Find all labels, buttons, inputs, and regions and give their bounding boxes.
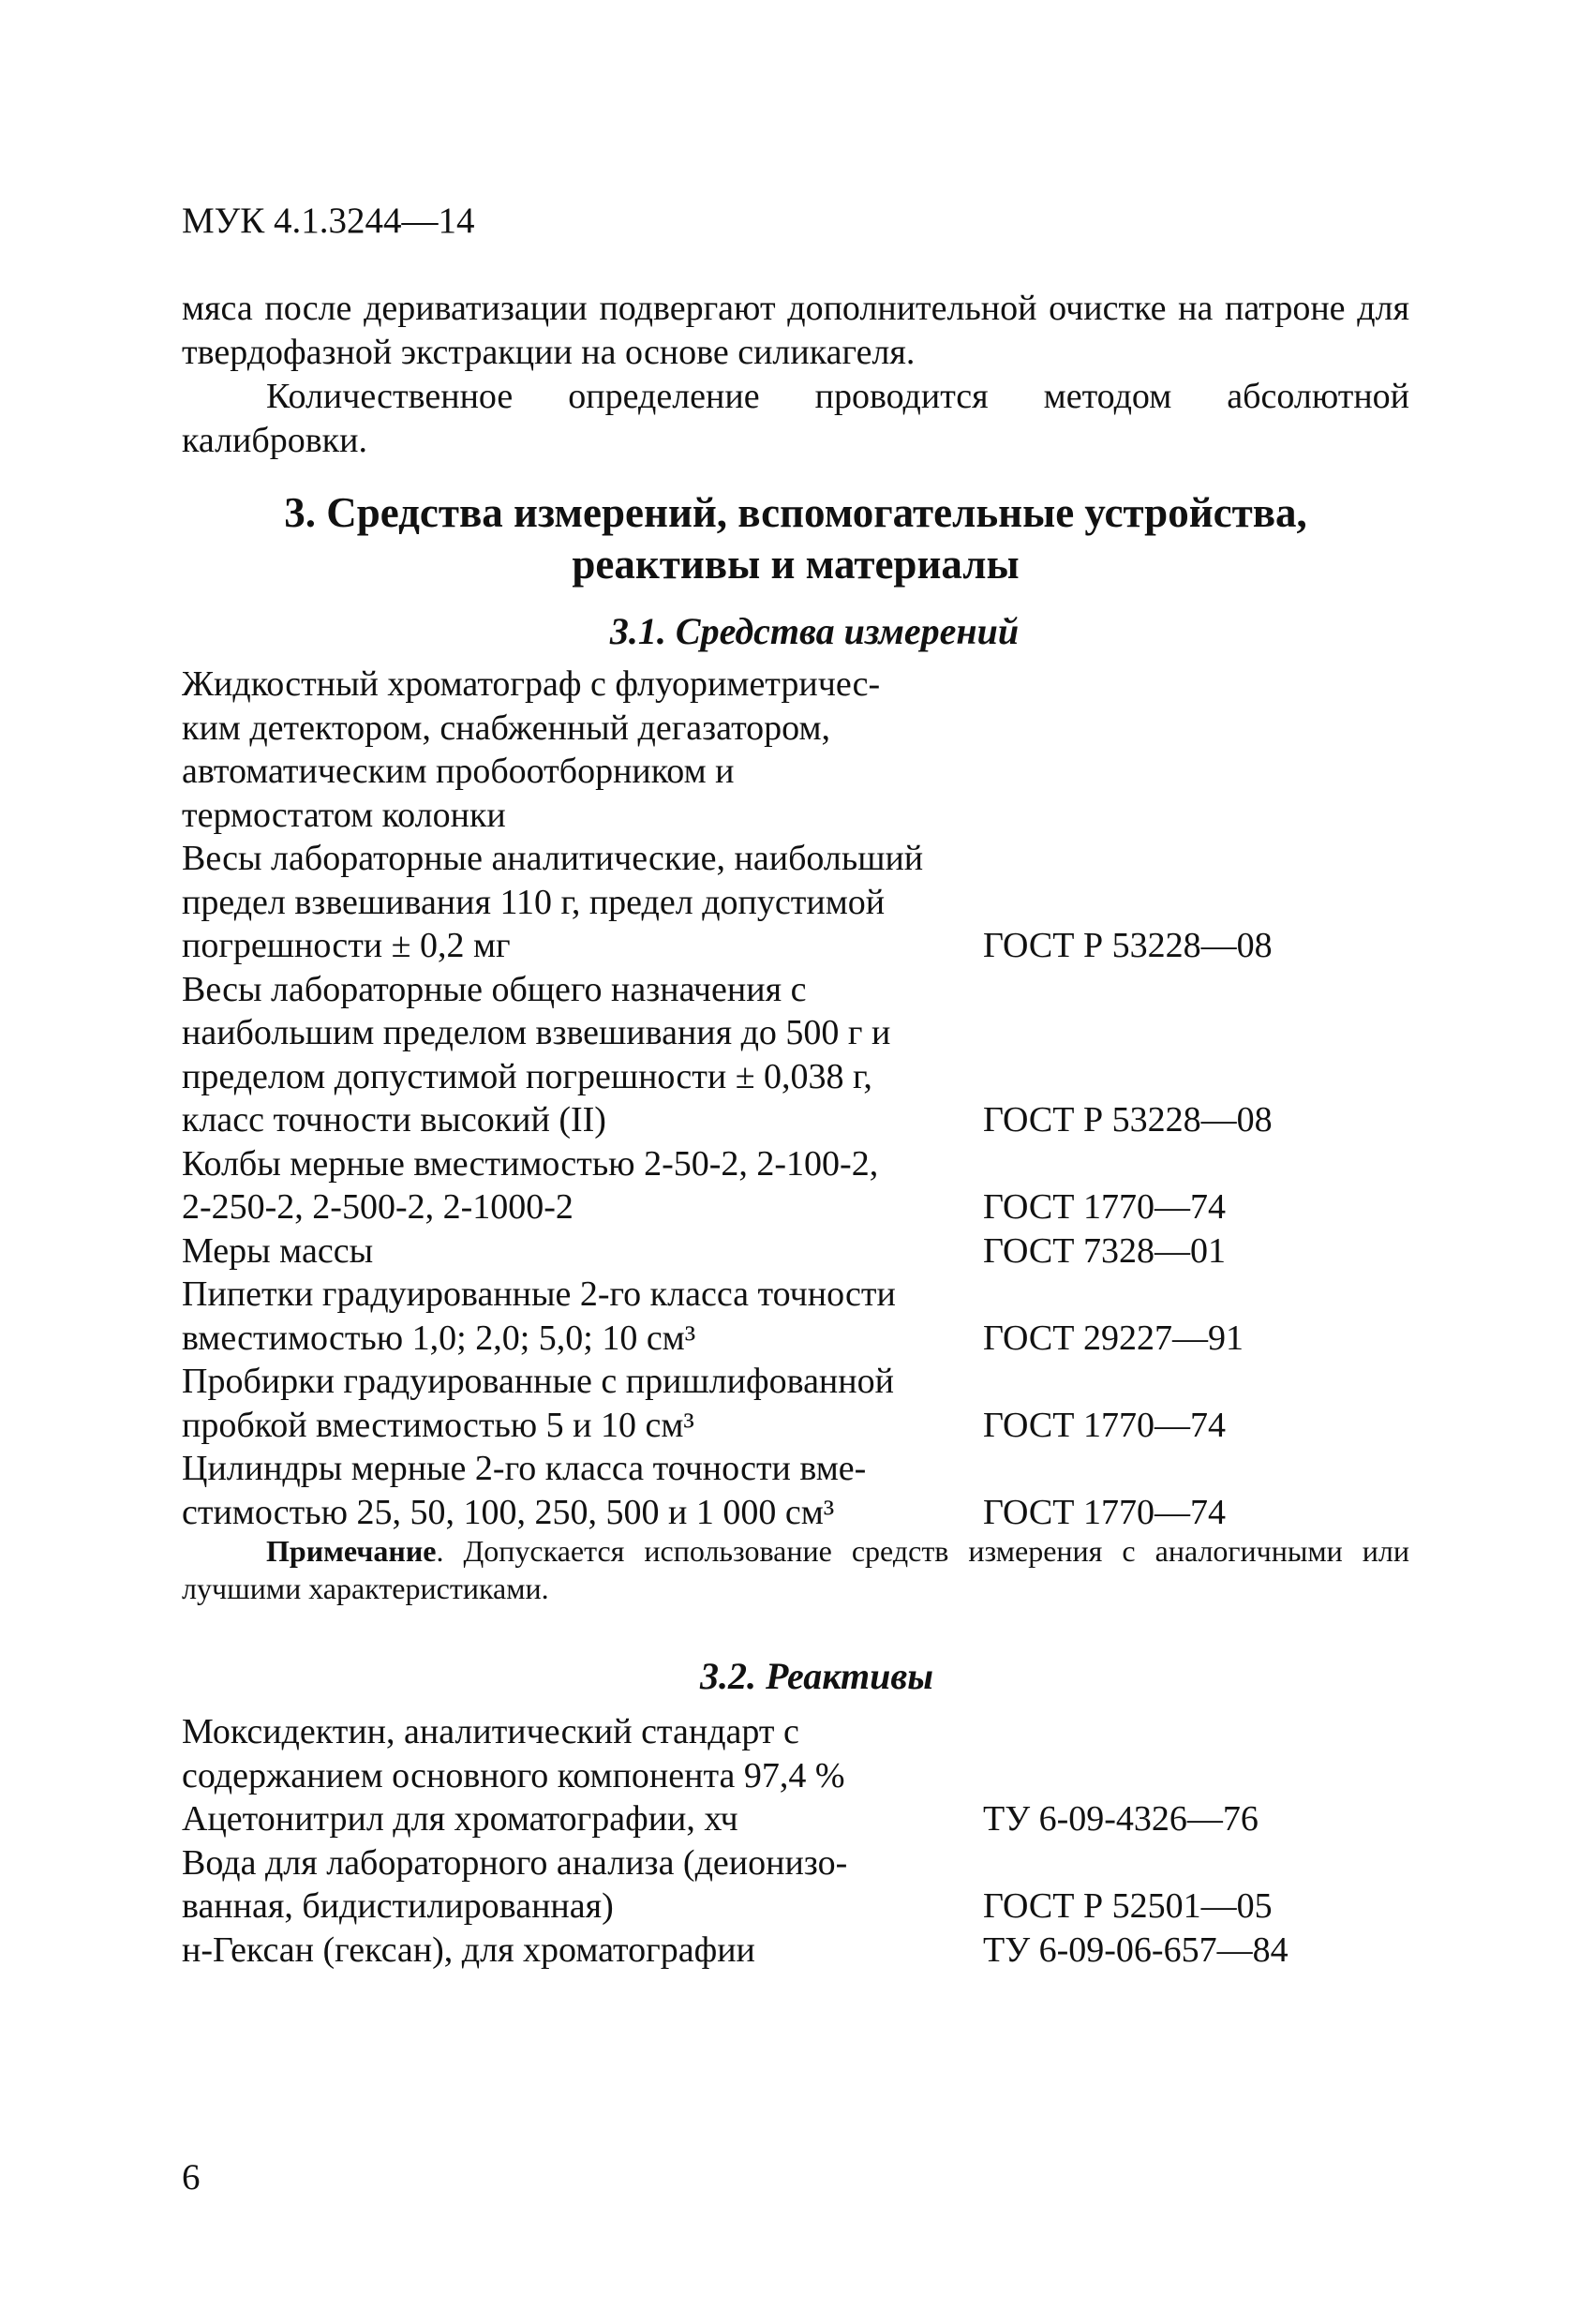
reagents-list (182, 1710, 1409, 1972)
list-item (182, 1360, 1409, 1447)
item-standard: ТУ 6-09-06-657—84 (983, 1929, 1289, 1970)
list-item (182, 1229, 1409, 1274)
intro-paragraph-2 (182, 375, 1409, 463)
list-item (182, 1841, 1409, 1929)
item-standard: ГОСТ 1770—74 (983, 1187, 1226, 1227)
list-item (182, 837, 1409, 968)
item-standard: ТУ 6-09-4326—76 (983, 1799, 1259, 1839)
item-standard: ГОСТ 1770—74 (983, 1492, 1226, 1532)
subsection-3-1-title: 3.1. Средства измерений (609, 610, 1020, 652)
item-name: Цилиндры мерные 2-го класса точности вме- стимостью 25, 50, 100, 250, 500 и 1 000 см³ (182, 1449, 867, 1532)
item-name: Жидкостный хроматограф с флуориметричес- ким детектором, снабженный дегазатором, автоматическим пробоотборником и термостатом колонки (182, 664, 881, 835)
note-paragraph (182, 1532, 1409, 1607)
list-item (182, 1797, 1409, 1841)
item-standard: ГОСТ Р 53228—08 (983, 926, 1273, 965)
item-name: Весы лабораторные общего назначения с наибольшим пределом взвешивания до 500 г и пределом допустимой погрешности ± 0,038 г, класс точности высокий (II) (182, 969, 891, 1140)
intro-text-1: мяса после дериватизации подвергают дополнительной очистке на патроне для твердофазной экстракции на основе силикагеля. (182, 289, 1409, 372)
subsection-3-2-title: 3.2. Реактивы (700, 1655, 933, 1697)
item-name: Весы лабораторные аналитические, наибольший предел взвешивания 110 г, предел допустимой погрешности ± 0,2 мг (182, 839, 924, 965)
page-number: 6 (182, 2157, 201, 2197)
list-item (182, 968, 1409, 1142)
intro-paragraph-1 (182, 287, 1409, 375)
list-item (182, 1447, 1409, 1534)
list-item (182, 1142, 1409, 1229)
list-item (182, 1710, 1409, 1797)
section-3-title (182, 487, 1409, 590)
list-item (182, 1929, 1409, 1973)
list-item (182, 1273, 1409, 1360)
item-name: Пробирки градуированные с пришлифованной пробкой вместимостью 5 и 10 см³ (182, 1362, 894, 1445)
item-name: н-Гексан (гексан), для хроматографии (182, 1929, 755, 1970)
item-standard: ГОСТ 29227—91 (983, 1318, 1244, 1358)
section-3-title-line-1: 3. Средства измерений, вспомогательные устройства, (284, 489, 1307, 536)
item-name: Колбы мерные вместимостью 2-50-2, 2-100-2, 2-250-2, 2-500-2, 2-1000-2 (182, 1143, 879, 1227)
item-name: Меры массы (182, 1230, 374, 1271)
item-name: Ацетонитрил для хроматографии, хч (182, 1799, 738, 1839)
item-name: Пипетки градуированные 2-го класса точности вместимостью 1,0; 2,0; 5,0; 10 см³ (182, 1274, 896, 1358)
item-standard: ГОСТ Р 53228—08 (983, 1100, 1273, 1140)
note-text: . Допускается использование средств измерения с аналогичными или лучшими характеристиками. (182, 1534, 1409, 1605)
item-name: Моксидектин, аналитический стандарт с содержанием основного компонента 97,4 % (182, 1712, 845, 1795)
intro-text-2: Количественное определение проводится методом абсолютной калибровки. (182, 377, 1409, 460)
measuring-instruments-list (182, 663, 1409, 1534)
section-3-title-line-2: реактивы и материалы (572, 541, 1020, 588)
note-label: Примечание (266, 1534, 437, 1568)
item-name: Вода для лабораторного анализа (деионизо- ванная, бидистилированная) (182, 1842, 848, 1926)
list-item (182, 663, 1409, 837)
item-standard: ГОСТ 7328—01 (983, 1230, 1226, 1271)
document-code: МУК 4.1.3244—14 (182, 201, 475, 241)
item-standard: ГОСТ 1770—74 (983, 1405, 1226, 1445)
item-standard: ГОСТ Р 52501—05 (983, 1886, 1273, 1926)
